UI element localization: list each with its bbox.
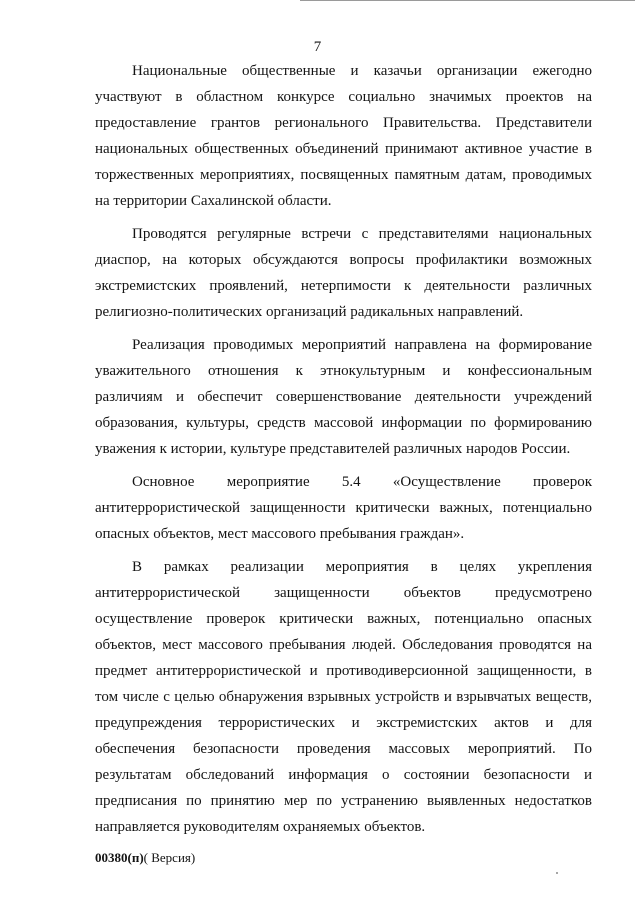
page-number: 7: [313, 39, 322, 55]
paragraph-main-activity-5-4: Основное мероприятие 5.4 «Осуществление проверок антитеррористической защищенности критически важных, потенциально опасных объектов, мест массового пребывания граждан».: [95, 474, 592, 542]
scan-speck: [556, 872, 558, 874]
paragraph-diaspora-meetings: Проводятся регулярные встречи с представителями национальных диаспор, на которых обсуждаются вопросы профилактики возможных экстремистских проявлений, нетерпимости к деятельности различных религиозно-политических организаций радикальных направлений.: [95, 226, 592, 320]
document-body: [95, 58, 592, 840]
paragraph-inspections: В рамках реализации мероприятия в целях укрепления антитеррористической защищенности объектов предусмотрено осуществление проверок критически важных, потенциально опасных объектов, мест массового пребывания людей. Обследования проводятся на предмет антитеррористической и противодиверсионной защищенности, в том числе с целью обнаружения взрывных устройств и взрывчатых веществ, предупреждения террористических и экстремистских актов и для обеспечения безопасности проведения массовых мероприятий. По результатам обследований информация о состоянии безопасности и предписания по принятию мер по устранению выявленных недостатков направляется руководителям охраняемых объектов.: [95, 559, 592, 835]
paragraph-implementation: Реализация проводимых мероприятий направлена на формирование уважительного отношения к этнокультурным и конфессиональным различиям и обеспечит совершенствование деятельности учреждений образования, культуры, средств массовой информации по формированию уважения к истории, культуре представителей различных народов России.: [95, 337, 592, 457]
top-border-line: [300, 0, 635, 1]
document-version: ( Версия): [143, 850, 196, 865]
paragraph-organizations: Национальные общественные и казачьи организации ежегодно участвуют в областном конкурсе социально значимых проектов на предоставление грантов регионального Правительства. Представители национальных общественных объединений принимают активное участие в торжественных мероприятиях, посвященных памятным датам, проводимых на территории Сахалинской области.: [95, 63, 592, 209]
document-footer: [95, 850, 195, 866]
document-code: 00380(п): [95, 850, 144, 865]
